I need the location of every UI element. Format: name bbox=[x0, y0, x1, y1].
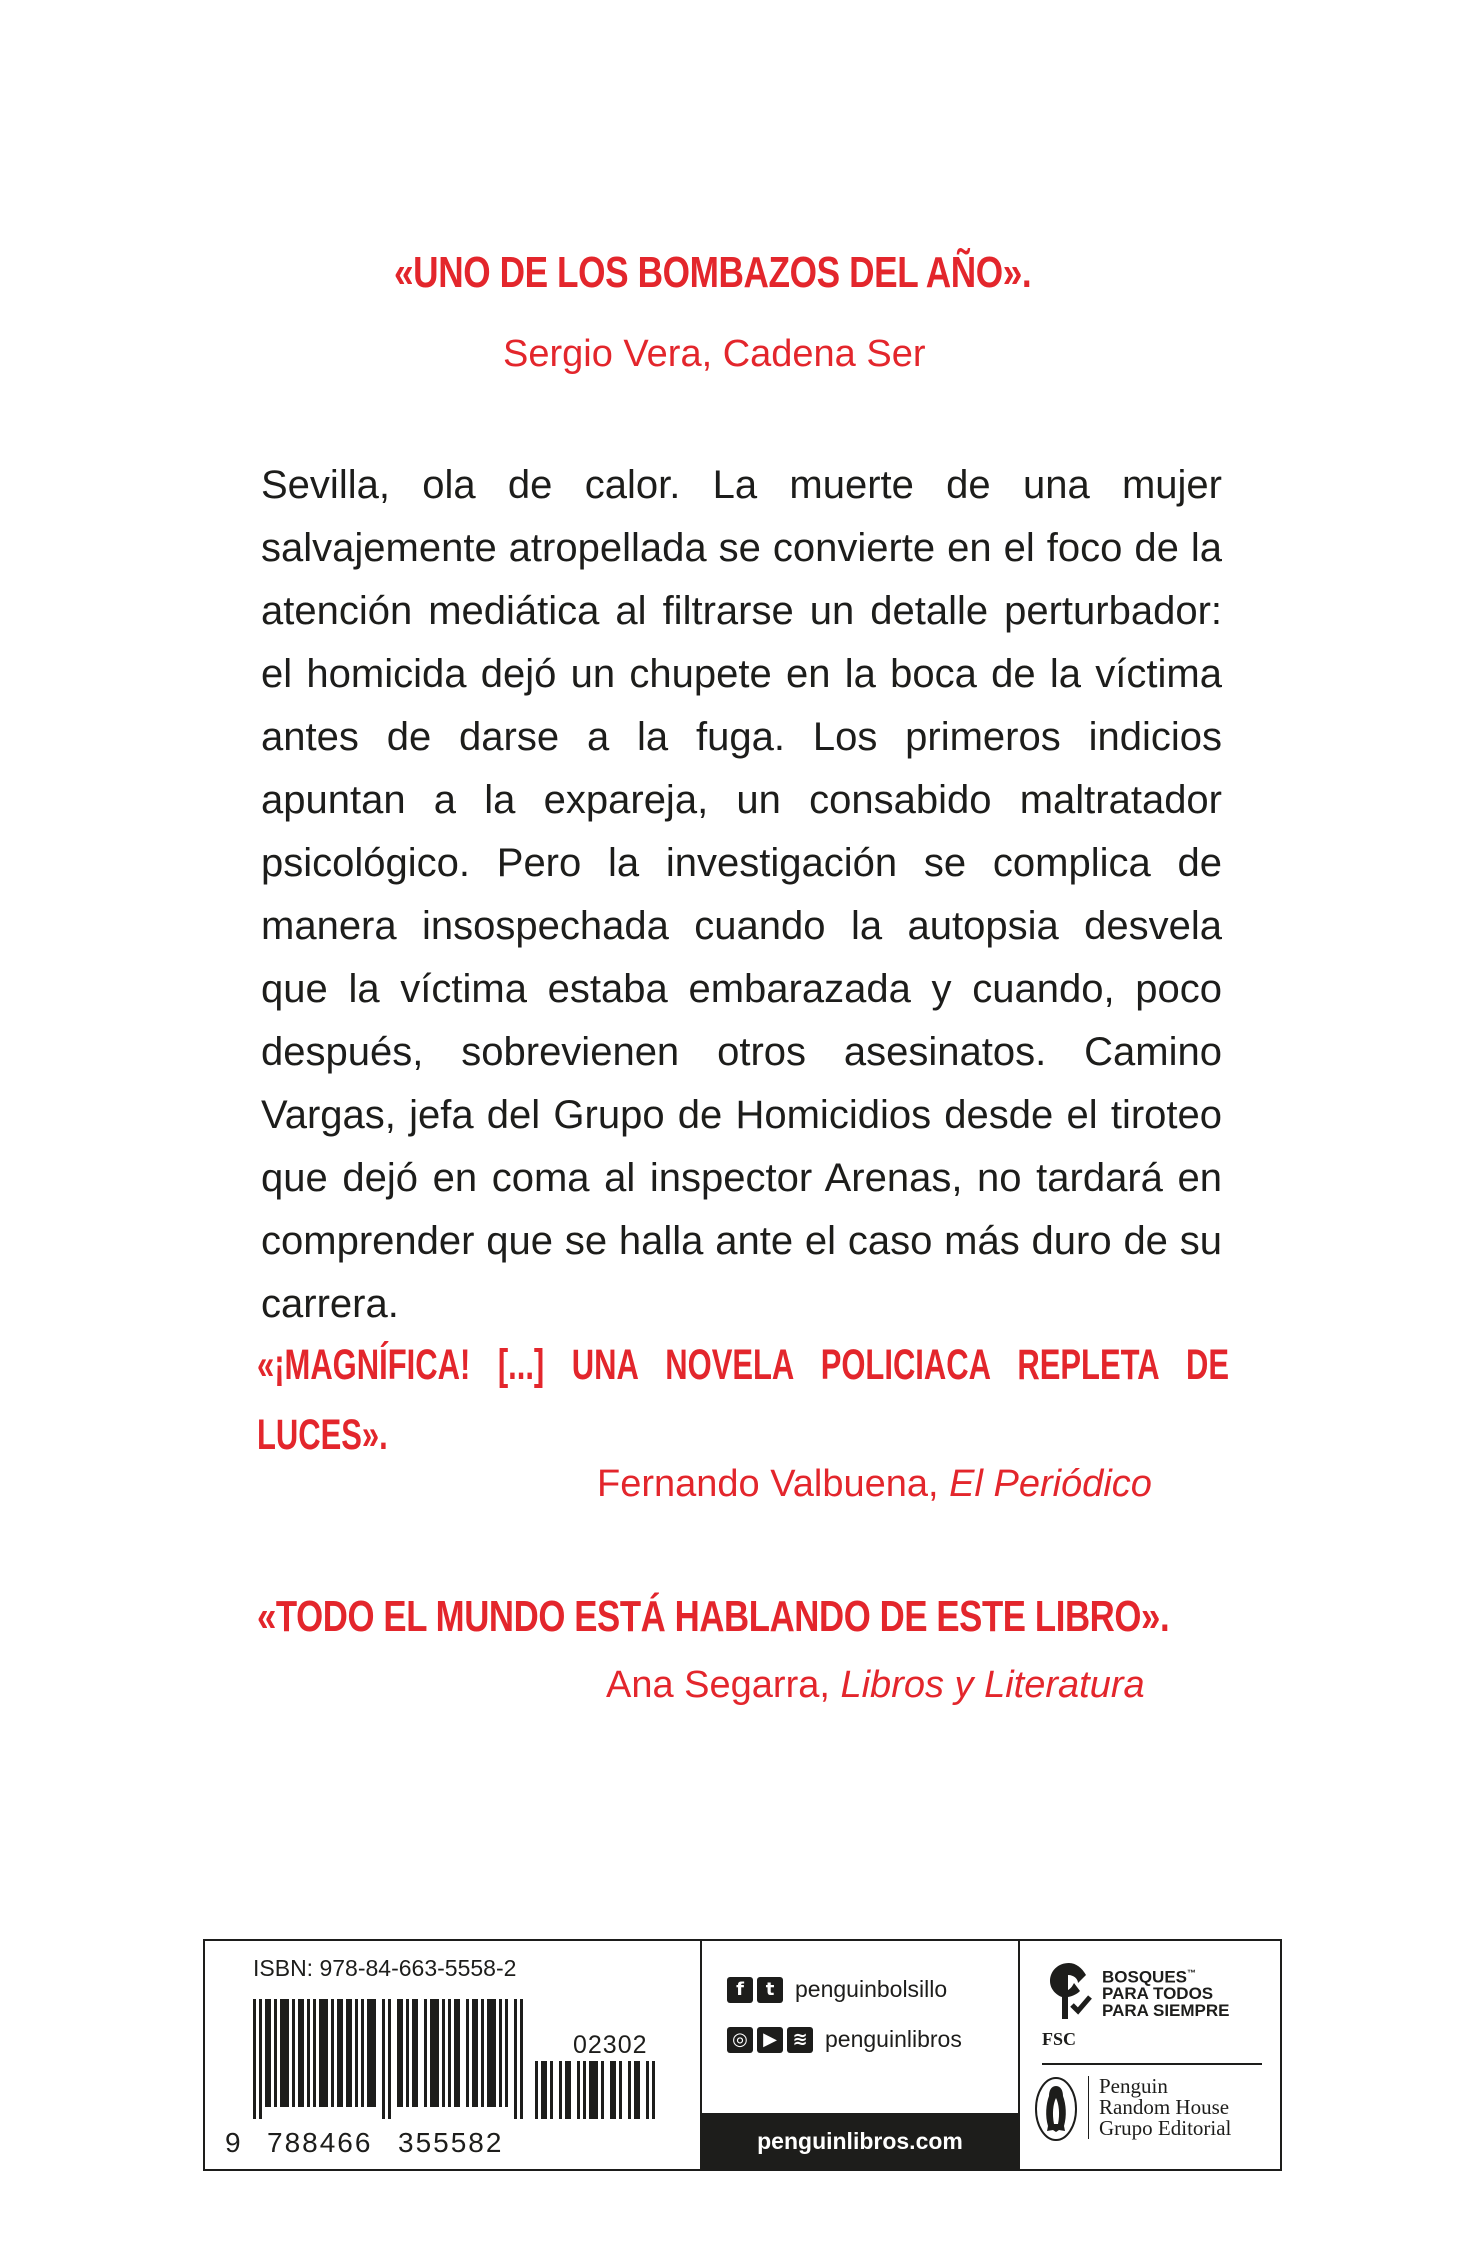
ean-barcode bbox=[253, 1999, 523, 2119]
barcode-panel bbox=[205, 1941, 702, 2169]
fsc-slogan-line1: BOSQUES bbox=[1102, 1967, 1188, 1987]
quote-1-attribution: Sergio Vera, Cadena Ser bbox=[503, 333, 926, 375]
prh-wordmark bbox=[1088, 2076, 1231, 2139]
quote-3: «TODO EL MUNDO ESTÁ HABLANDO DE ESTE LIBRO». bbox=[257, 1592, 1170, 1641]
logos-panel bbox=[1020, 1941, 1280, 2169]
website-bar bbox=[702, 2113, 1018, 2169]
instagram-icon: ◎ bbox=[727, 2027, 753, 2053]
quote-2-attribution bbox=[597, 1463, 1152, 1506]
fsc-logo bbox=[1044, 1961, 1230, 2023]
synopsis: Sevilla, ola de calor. La muerte de una mujer salvajemente atropellada se convierte en el foco de la atención mediática al filtrarse un detalle perturbador: el homicida dejó un chupete en la boca de la víctima antes de darse a la fuga. Los primeros indicios apuntan a la expareja, un consabido maltratador psicológico. Pero la investigación se complica de manera insospechada cuando la autopsia desvela que la víctima estaba embarazada y cuando, poco después, sobrevienen otros asesinatos. Camino Vargas, jefa del Grupo de Homicidios desde el tiroteo que dejó en coma al inspector Arenas, no tardará en comprender que se halla ante el caso más duro de su carrera. bbox=[261, 463, 1222, 1326]
logo-divider bbox=[1042, 2063, 1262, 2065]
quote-2-source: El Periódico bbox=[949, 1463, 1152, 1505]
quote-3-source: Libros y Literatura bbox=[840, 1664, 1145, 1706]
social-row-bolsillo bbox=[727, 1976, 947, 2003]
penguin-icon bbox=[1034, 2076, 1078, 2142]
isbn: ISBN: 978-84-663-5558-2 bbox=[253, 1955, 517, 1981]
website-url: penguinlibros.com bbox=[757, 2127, 963, 2154]
fsc-slogan bbox=[1102, 1965, 1230, 2020]
publisher-info-box bbox=[203, 1939, 1282, 2171]
handle-penguinlibros: penguinlibros bbox=[825, 2026, 962, 2052]
quote-2-author: Fernando Valbuena, bbox=[597, 1463, 950, 1505]
quote-2: «¡MAGNÍFICA! [...] UNA NOVELA POLICIACA REPLETA DE LUCES». bbox=[257, 1341, 1229, 1459]
prh-line2: Random House bbox=[1099, 2095, 1230, 2119]
trademark-mark: ™ bbox=[1187, 1967, 1197, 1978]
barcode-digits-left: 788466 bbox=[267, 2127, 373, 2158]
youtube-icon: ▶ bbox=[757, 2027, 783, 2053]
quote-1: «UNO DE LOS BOMBAZOS DEL AÑO». bbox=[394, 248, 1032, 297]
supplemental-barcode bbox=[535, 2061, 655, 2119]
social-row-libros bbox=[727, 2026, 962, 2053]
prh-line1: Penguin bbox=[1099, 2074, 1168, 2098]
twitter-icon: t bbox=[757, 1977, 783, 2003]
prh-logo bbox=[1034, 2076, 1231, 2142]
tree-check-icon bbox=[1044, 1961, 1094, 2023]
spotify-icon: ≋ bbox=[787, 2027, 813, 2053]
social-panel bbox=[702, 1941, 1020, 2169]
fsc-slogan-line3: PARA SIEMPRE bbox=[1102, 2001, 1230, 2021]
barcode-digits-right: 355582 bbox=[398, 2127, 504, 2158]
barcode-lead-digit: 9 bbox=[225, 2127, 243, 2158]
facebook-icon: f bbox=[727, 1977, 753, 2003]
fsc-label: FSC bbox=[1042, 2029, 1077, 2049]
handle-penguinbolsillo: penguinbolsillo bbox=[795, 1976, 948, 2002]
supplemental-code: 02302 bbox=[573, 2031, 648, 2059]
prh-line3: Grupo Editorial bbox=[1099, 2116, 1232, 2140]
quote-3-author: Ana Segarra, bbox=[606, 1664, 841, 1706]
quote-3-attribution bbox=[606, 1664, 1145, 1707]
fsc-slogan-line2: PARA TODOS bbox=[1102, 1984, 1214, 2004]
